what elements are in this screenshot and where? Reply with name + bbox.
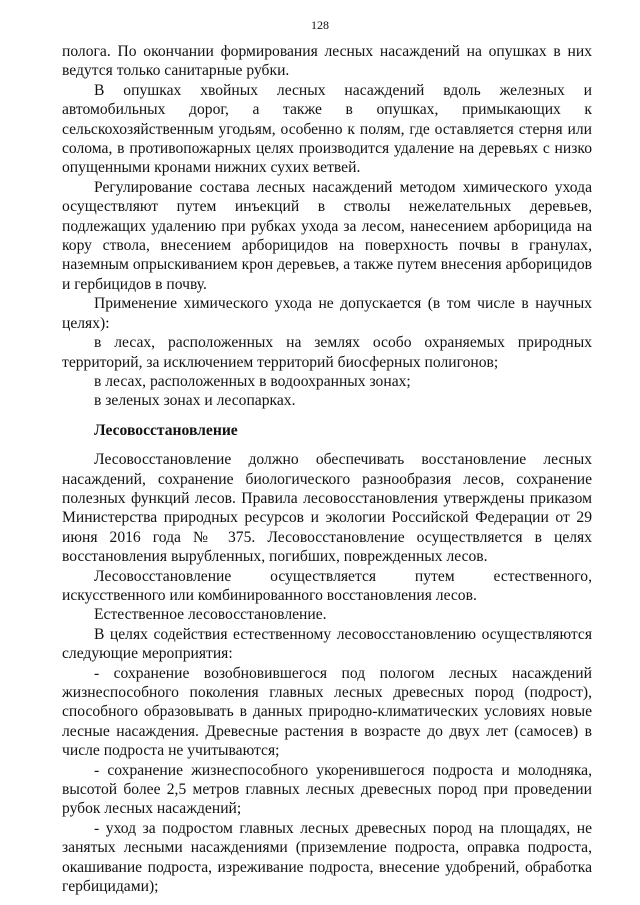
paragraph-natural-reforestation: Естественное лесовосстановление. (94, 606, 327, 624)
paragraph-edges-pruning: В опушках хвойных лесных насаждений вдоль железных и автомобильных дорог, а также в опушках, примыкающих к сельскохозяйственным угодьям, особенно к полям, где оставляется стерня или солома, в противопожарных целях производится удаление на деревьях с низко опущенными кронами нижних сухих ветвей. (62, 81, 592, 177)
paragraph-reforestation-goals: Лесовосстановление должно обеспечивать восстановление лесных насаждений, сохранение биологического разнообразия лесов, сохранение полезных функций лесов. Правила лесовосстановления утверждены приказом Министерства природных ресурсов и экологии Российской Федерации от 29 июня 2016 года № 375. Лесовосстановление осуществляется в целях восстановления вырубленных, погибших, поврежденных лесов. (62, 451, 592, 566)
paragraph-reforestation-methods: Лесовосстановление осуществляется путем естественного, искусственного или комбинированного восстановления лесов. (62, 567, 592, 604)
paragraph-continuation: полога. По окончании формирования лесных насаждений на опушках в них ведутся только санитарные рубки. (62, 43, 592, 80)
list-item-young-growth-preservation: - сохранение жизнеспособного укоренившегося подроста и молодняка, высотой более 2,5 метров главных лесных древесных пород при проведении рубок лесных насаждений; (62, 761, 592, 818)
list-item-water-zones: в лесах, расположенных в водоохранных зонах; (94, 372, 411, 390)
list-item-undergrowth-preservation: - сохранение возобновившегося под пологом лесных насаждений жизнеспособного поколения главных лесных древесных пород (подрост), способного образовывать в данных природно-климатических условиях новые лесные насаждения. Древесные растения в возрасте до двух лет (самосев) в числе подроста не учитываются; (62, 664, 592, 760)
list-item-green-zones: в зеленых зонах и лесопарках. (94, 392, 296, 410)
paragraph-chemical-care: Регулирование состава лесных насаждений методом химического ухода осуществляют путем инъекций в стволы нежелательных деревьев, подлежащих удалению при рубках ухода за лесом, нанесением арборицида на кору ствола, внесением арборицидов на поверхность почвы в гранулах, наземным опрыскиванием крон деревьев, а также путем внесения арборицидов и гербицидов в почву. (62, 178, 592, 293)
paragraph-measures-intro: В целях содействия естественному лесовосстановлению осуществляются следующие мероприятия: (62, 625, 592, 663)
list-item-protected-areas: в лесах, расположенных на землях особо охраняемых природных территорий, за исключением территорий биосферных полигонов; (62, 334, 592, 371)
list-item-undergrowth-care: - уход за подростом главных лесных древесных пород на площадях, не занятых лесными насаждениями (приземление подроста, оправка подроста, окашивание подроста, изреживание подроста, внесение удобрений, обработка гербицидами); (62, 819, 592, 896)
section-heading: Лесовосстановление (94, 421, 238, 439)
document-body (62, 42, 592, 896)
page-number: 128 (311, 18, 329, 32)
paragraph-chemical-restrictions: Применение химического ухода не допускается (в том числе в научных целях): (62, 295, 592, 332)
